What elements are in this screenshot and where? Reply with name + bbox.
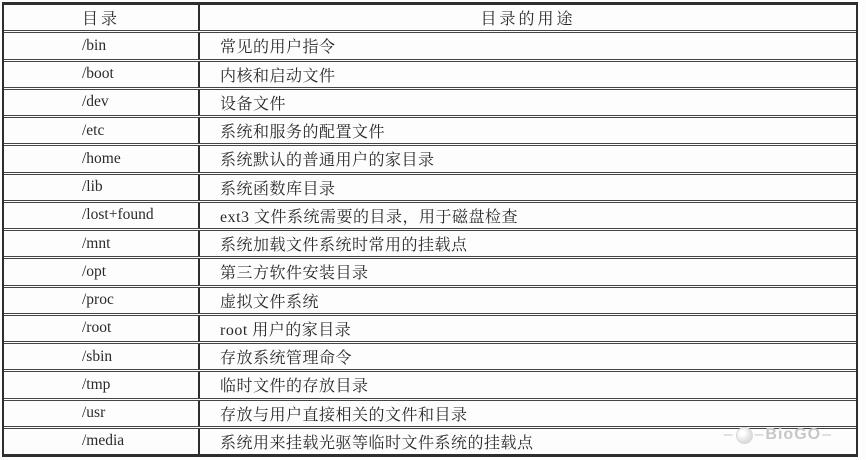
table-row xyxy=(4,285,856,313)
directory-cell: /usr xyxy=(4,401,200,426)
table-row xyxy=(4,256,856,284)
directory-cell: /opt xyxy=(4,259,200,284)
table-row xyxy=(4,200,856,228)
watermark-label: BioGO xyxy=(765,426,822,443)
purpose-cell: 设备文件 xyxy=(220,95,287,113)
table-row xyxy=(4,115,856,143)
directory-cell: /home xyxy=(4,146,200,171)
purpose-cell: 存放系统管理命令 xyxy=(220,350,353,368)
purpose-cell: 虚拟文件系统 xyxy=(220,293,320,311)
table-row xyxy=(4,228,856,256)
directory-cell: /etc xyxy=(4,118,200,143)
directory-cell: /proc xyxy=(4,288,200,313)
directory-table xyxy=(2,2,858,457)
directory-cell: /root xyxy=(4,316,200,341)
table-row xyxy=(4,30,856,58)
table-header-row xyxy=(4,5,856,30)
table-row xyxy=(4,341,856,369)
purpose-cell: 临时文件的存放目录 xyxy=(220,378,369,396)
purpose-cell: 内核和启动文件 xyxy=(220,67,336,85)
directory-cell: /lost+found xyxy=(4,203,200,228)
purpose-cell: 系统用来挂载光驱等临时文件系统的挂载点 xyxy=(220,434,534,452)
directory-cell: /dev xyxy=(4,90,200,115)
table-row xyxy=(4,369,856,397)
purpose-cell: 系统和服务的配置文件 xyxy=(220,124,386,142)
directory-cell: /media xyxy=(4,429,200,454)
purpose-cell: 第三方软件安装目录 xyxy=(220,265,369,283)
purpose-cell: ext3 文件系统需要的目录，用于磁盘检查 xyxy=(220,208,519,226)
table-row xyxy=(4,59,856,87)
header-directory: 目录 xyxy=(4,5,200,30)
purpose-cell: 常见的用户指令 xyxy=(220,39,336,57)
table-row xyxy=(4,398,856,426)
directory-cell: /tmp xyxy=(4,372,200,397)
logo-circle-icon xyxy=(736,427,753,444)
watermark-dash: – xyxy=(822,426,832,443)
table-row xyxy=(4,87,856,115)
directory-cell: /sbin xyxy=(4,344,200,369)
watermark xyxy=(724,426,832,444)
purpose-cell: 系统加载文件系统时常用的挂载点 xyxy=(220,237,468,255)
directory-cell: /boot xyxy=(4,62,200,87)
purpose-cell: 系统默认的普通用户的家目录 xyxy=(220,152,435,170)
watermark-dash: – xyxy=(723,426,734,443)
purpose-cell: 存放与用户直接相关的文件和目录 xyxy=(220,406,468,424)
purpose-cell: 系统函数库目录 xyxy=(220,180,336,198)
table-row xyxy=(4,313,856,341)
watermark-dash: – xyxy=(754,426,765,443)
header-purpose: 目录的用途 xyxy=(480,11,576,29)
table-row xyxy=(4,172,856,200)
directory-cell: /mnt xyxy=(4,231,200,256)
purpose-cell: root 用户的家目录 xyxy=(220,321,352,339)
table-row xyxy=(4,143,856,171)
directory-cell: /bin xyxy=(4,33,200,58)
directory-cell: /lib xyxy=(4,175,200,200)
